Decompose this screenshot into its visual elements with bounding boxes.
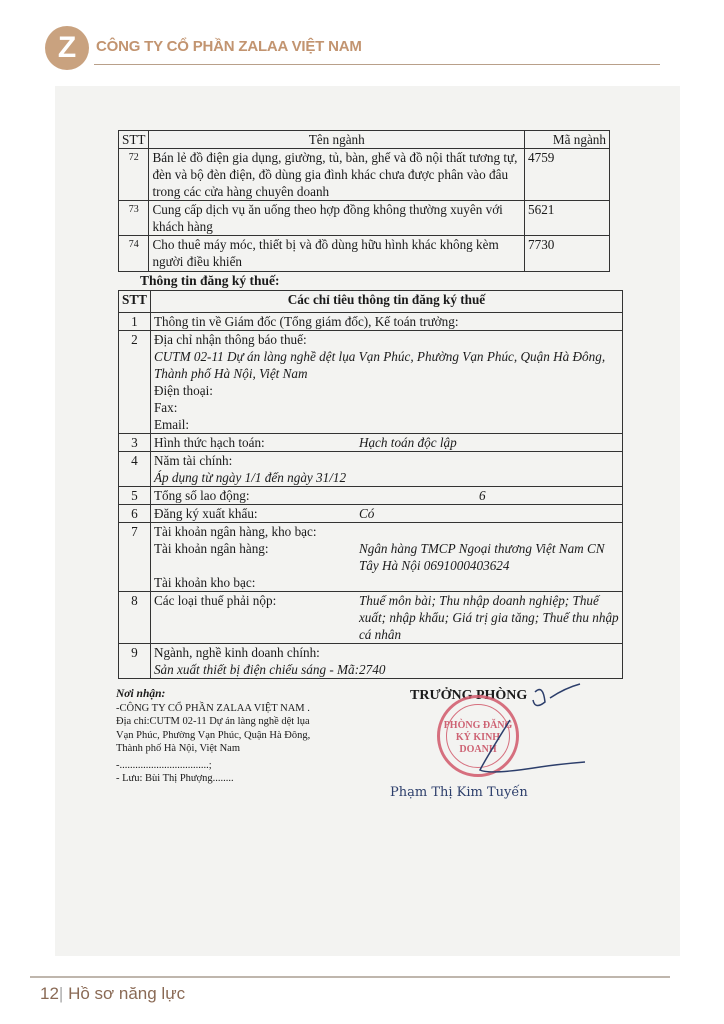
row-stt: 9 — [119, 644, 151, 679]
row-label: Tổng số lao động: — [153, 488, 250, 503]
row-value: Hạch toán độc lập — [358, 435, 457, 450]
email-label: Email: — [153, 417, 190, 432]
bank-value: Ngân hàng TMCP Ngoại thương Việt Nam CN Tây Hà Nội 0691000403624 — [358, 541, 605, 573]
table-row — [119, 487, 623, 505]
tax-table — [118, 290, 623, 679]
footer-divider — [30, 976, 670, 978]
table-row — [119, 505, 623, 523]
table-row — [119, 331, 623, 434]
fax-label: Fax: — [153, 400, 178, 415]
recipients-block — [116, 688, 326, 786]
table-row — [119, 313, 623, 331]
row-stt: 4 — [119, 452, 151, 487]
table-row — [119, 149, 610, 201]
recipients-title: Nơi nhận: — [116, 688, 166, 700]
col-stt: STT — [119, 131, 149, 149]
tax-address: CUTM 02-11 Dự án làng nghề dệt lụa Vạn Phúc, Phường Vạn Phúc, Quận Hà Đông, Thành phố Hà Nội, Việt Nam — [153, 349, 606, 381]
row-value: Áp dụng từ ngày 1/1 đến ngày 31/12 — [153, 470, 347, 485]
col-stt: STT — [119, 291, 151, 313]
row-stt: 73 — [119, 201, 149, 236]
bank-label: Tài khoản ngân hàng: — [153, 541, 269, 556]
row-value: Thuế môn bài; Thu nhập doanh nghiệp; Thuế xuất; nhập khẩu; Giá trị gia tăng; Thuế thu nhập cá nhân — [358, 593, 619, 642]
recipient-archive: - Lưu: Bùi Thị Phượng........ — [116, 773, 234, 784]
row-stt: 5 — [119, 487, 151, 505]
signature-scribble — [440, 680, 590, 790]
col-code: Mã ngành — [525, 131, 610, 149]
row-name: Cho thuê máy móc, thiết bị và đồ dùng hữu hình khác không kèm người điều khiển — [149, 236, 525, 272]
signer-name: Phạm Thị Kim Tuyến — [390, 785, 528, 800]
row-label: Tài khoản ngân hàng, kho bạc: — [153, 524, 317, 539]
row-label: Các loại thuế phải nộp: — [153, 593, 277, 608]
row-code: 4759 — [525, 149, 610, 201]
signature-title: TRƯỞNG PHÒNG — [410, 688, 528, 703]
row-label: Địa chỉ nhận thông báo thuế: — [153, 332, 307, 347]
row-stt: 2 — [119, 331, 151, 434]
table-row — [119, 592, 623, 644]
row-stt: 6 — [119, 505, 151, 523]
row-code: 7730 — [525, 236, 610, 272]
table-row — [119, 434, 623, 452]
col-name: Tên ngành — [149, 131, 525, 149]
row-name: Bán lẻ đồ điện gia dụng, giường, tủ, bàn, ghế và đồ nội thất tương tự, đèn và bộ đèn điện, đồ dùng gia đình khác chưa được phân vào đâu trong các cửa hàng chuyên doanh — [149, 149, 525, 201]
row-label: Đăng ký xuất khẩu: — [153, 506, 258, 521]
industry-table — [118, 130, 610, 272]
row-label: Ngành, nghề kinh doanh chính: — [153, 645, 320, 660]
company-logo — [45, 26, 89, 70]
footer: 12| Hồ sơ năng lực — [40, 984, 186, 1003]
row-stt: 72 — [119, 149, 149, 201]
table-row — [119, 236, 610, 272]
stamp-text: PHÒNG ĐĂNG KÝ KINH DOANH — [443, 720, 513, 755]
row-value: 6 — [478, 488, 486, 503]
phone-label: Điện thoại: — [153, 383, 213, 398]
row-stt: 7 — [119, 523, 151, 592]
row-label: Hình thức hạch toán: — [153, 435, 265, 450]
table-row — [119, 201, 610, 236]
col-criteria: Các chỉ tiêu thông tin đăng ký thuế — [150, 291, 622, 313]
row-stt: 1 — [119, 313, 151, 331]
recipient-company: -CÔNG TY CỔ PHẦN ZALAA VIỆT NAM . Địa chỉ:CUTM 02-11 Dự án làng nghề dệt lụa Vạn Phúc, Phường Vạn Phúc, Quận Hà Đông, Thành phố Hà Nội, Việt Nam — [116, 702, 311, 754]
row-label: Thông tin về Giám đốc (Tổng giám đốc), Kế toán trưởng: — [150, 313, 622, 331]
row-stt: 74 — [119, 236, 149, 272]
table-row — [119, 452, 623, 487]
footer-title: Hồ sơ năng lực — [68, 984, 186, 1003]
tax-heading: Thông tin đăng ký thuế: — [140, 273, 280, 288]
logo-letter: Z — [57, 31, 77, 64]
row-stt: 8 — [119, 592, 151, 644]
row-name: Cung cấp dịch vụ ăn uống theo hợp đồng không thường xuyên với khách hàng — [149, 201, 525, 236]
row-code: 5621 — [525, 201, 610, 236]
page-number: 12 — [40, 984, 59, 1003]
row-stt: 3 — [119, 434, 151, 452]
header-divider — [94, 64, 660, 65]
table-row — [119, 644, 623, 679]
treasury-label: Tài khoản kho bạc: — [153, 575, 256, 590]
table-row — [119, 523, 623, 592]
row-label: Năm tài chính: — [153, 453, 233, 468]
company-name: CÔNG TY CỔ PHẦN ZALAA VIỆT NAM — [96, 38, 362, 55]
recipient-other: -..................................; — [116, 759, 212, 771]
row-value: Có — [358, 506, 375, 521]
row-value: Sản xuất thiết bị điện chiếu sáng - Mã:2740 — [153, 662, 386, 677]
